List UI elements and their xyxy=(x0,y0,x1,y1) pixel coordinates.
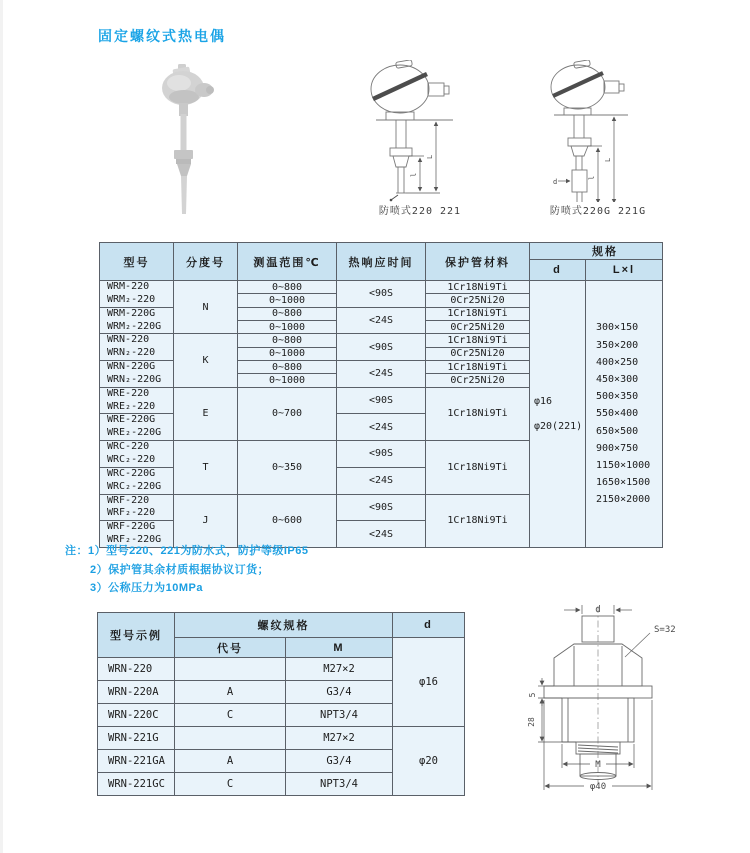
model-cell: WRN-220 xyxy=(98,658,175,681)
model-cell: WRN-220A xyxy=(98,681,175,704)
header-d: d xyxy=(393,613,465,638)
header-lxl: L×l xyxy=(586,260,663,281)
lxl-values-cell: 300×150 350×200 400×250 450×300 500×350 550×400 650×500 900×750 1150×1000 1650×1500 2150×2000 xyxy=(586,281,663,548)
fitting-dim-s32: S=32 xyxy=(654,625,676,635)
response-cell: <24S xyxy=(337,467,426,494)
graduation-cell: T xyxy=(174,441,238,494)
range-cell: 0~600 xyxy=(238,494,337,547)
code-cell: C xyxy=(175,773,286,796)
m-cell: G3/4 xyxy=(286,681,393,704)
header-model: 型号 xyxy=(100,243,174,281)
header-response: 热响应时间 xyxy=(337,243,426,281)
header-model-example: 型号示例 xyxy=(98,613,175,658)
material-cell: 0Cr25Ni20 xyxy=(426,347,530,360)
note-item-1: 1）型号220、221为防水式，防护等级IP65 xyxy=(88,545,309,557)
note-prefix: 注： xyxy=(65,545,88,557)
product-photo xyxy=(141,64,233,216)
header-spec: 规格 xyxy=(530,243,663,260)
material-cell: 1Cr18Ni9Ti xyxy=(426,307,530,320)
model-cell: WRN-220G WRN₂-220G xyxy=(100,361,174,388)
range-cell: 0~1000 xyxy=(238,294,337,307)
model-cell: WRN-220 WRN₂-220 xyxy=(100,334,174,361)
code-cell xyxy=(175,658,286,681)
model-cell: WRM-220G WRM₂-220G xyxy=(100,307,174,334)
fitting-dim-5: 5 xyxy=(528,692,537,698)
range-cell: 0~1000 xyxy=(238,347,337,360)
fig-220g-drawing xyxy=(528,60,678,202)
thread-spec-table xyxy=(97,612,465,796)
model-cell: WRE-220G WRE₂-220G xyxy=(100,414,174,441)
graduation-cell: K xyxy=(174,334,238,387)
dim-L-label: L xyxy=(604,157,612,162)
graduation-cell: N xyxy=(174,281,238,334)
range-cell: 0~1000 xyxy=(238,321,337,334)
dim-l-label: l xyxy=(410,172,418,177)
m-cell: M27×2 xyxy=(286,727,393,750)
range-cell: 0~350 xyxy=(238,441,337,494)
m-cell: NPT3/4 xyxy=(286,773,393,796)
model-cell: WRC-220 WRC₂-220 xyxy=(100,441,174,468)
main-spec-table-container xyxy=(99,242,663,548)
material-cell: 1Cr18Ni9Ti xyxy=(426,334,530,347)
notes xyxy=(65,542,308,598)
fitting-dim-m: M xyxy=(595,760,601,770)
header-thread-spec: 螺纹规格 xyxy=(175,613,393,638)
range-cell: 0~1000 xyxy=(238,374,337,387)
model-cell: WRF-220 WRF₂-220 xyxy=(100,494,174,521)
model-cell: WRF-220G WRF₂-220G xyxy=(100,521,174,548)
header-code: 代号 xyxy=(175,638,286,658)
material-cell: 1Cr18Ni9Ti xyxy=(426,494,530,547)
fig-220-drawing xyxy=(348,60,493,202)
model-cell: WRN-220C xyxy=(98,704,175,727)
response-cell: <24S xyxy=(337,521,426,548)
dim-l-label: l xyxy=(588,175,596,180)
m-cell: M27×2 xyxy=(286,658,393,681)
note-line-1 xyxy=(65,542,308,561)
header-range: 测温范围℃ xyxy=(238,243,337,281)
response-cell: <90S xyxy=(337,494,426,521)
code-cell: C xyxy=(175,704,286,727)
material-cell: 0Cr25Ni20 xyxy=(426,374,530,387)
model-cell: WRN-221GC xyxy=(98,773,175,796)
d-value-cell: φ20 xyxy=(393,727,465,796)
response-cell: <24S xyxy=(337,307,426,334)
fitting-drawing xyxy=(498,600,703,800)
model-cell: WRC-220G WRC₂-220G xyxy=(100,467,174,494)
material-cell: 1Cr18Ni9Ti xyxy=(426,387,530,440)
response-cell: <90S xyxy=(337,387,426,414)
header-material: 保护管材料 xyxy=(426,243,530,281)
fitting-dim-phi40: φ40 xyxy=(589,782,607,792)
header-m: M xyxy=(286,638,393,658)
material-cell: 1Cr18Ni9Ti xyxy=(426,441,530,494)
response-cell: <90S xyxy=(337,281,426,308)
fitting-dim-28: 28 xyxy=(527,717,536,727)
material-cell: 1Cr18Ni9Ti xyxy=(426,361,530,374)
code-cell xyxy=(175,727,286,750)
model-cell: WRN-221G xyxy=(98,727,175,750)
range-cell: 0~700 xyxy=(238,387,337,440)
code-cell: A xyxy=(175,681,286,704)
fig-220g-caption: 防喷式220G 221G xyxy=(549,206,647,217)
range-cell: 0~800 xyxy=(238,334,337,347)
header-graduation: 分度号 xyxy=(174,243,238,281)
graduation-cell: J xyxy=(174,494,238,547)
page-title: 固定螺纹式热电偶 xyxy=(98,28,226,44)
response-cell: <90S xyxy=(337,334,426,361)
fitting-dim-d: d xyxy=(595,605,601,615)
graduation-cell: E xyxy=(174,387,238,440)
code-cell: A xyxy=(175,750,286,773)
model-cell: WRN-221GA xyxy=(98,750,175,773)
m-cell: G3/4 xyxy=(286,750,393,773)
material-cell: 1Cr18Ni9Ti xyxy=(426,281,530,294)
range-cell: 0~800 xyxy=(238,281,337,294)
dim-L-label: L xyxy=(426,154,434,159)
m-cell: NPT3/4 xyxy=(286,704,393,727)
dim-d-label: d xyxy=(553,178,558,186)
response-cell: <24S xyxy=(337,414,426,441)
material-cell: 0Cr25Ni20 xyxy=(426,294,530,307)
response-cell: <90S xyxy=(337,441,426,468)
thread-table-container xyxy=(97,612,465,796)
main-spec-table xyxy=(99,242,663,548)
note-item-2: 2）保护管其余材质根据协议订货； xyxy=(90,563,270,576)
range-cell: 0~800 xyxy=(238,361,337,374)
d-values-cell: φ16 φ20(221) xyxy=(530,281,586,548)
note-item-3: 3）公称压力为10MPa xyxy=(90,582,203,594)
response-cell: <24S xyxy=(337,361,426,388)
model-cell: WRM-220 WRM₂-220 xyxy=(100,281,174,308)
range-cell: 0~800 xyxy=(238,307,337,320)
d-value-cell: φ16 xyxy=(393,638,465,727)
fig-220-caption: 防喷式220 221 xyxy=(378,206,462,217)
header-d: d xyxy=(530,260,586,281)
material-cell: 0Cr25Ni20 xyxy=(426,321,530,334)
model-cell: WRE-220 WRE₂-220 xyxy=(100,387,174,414)
